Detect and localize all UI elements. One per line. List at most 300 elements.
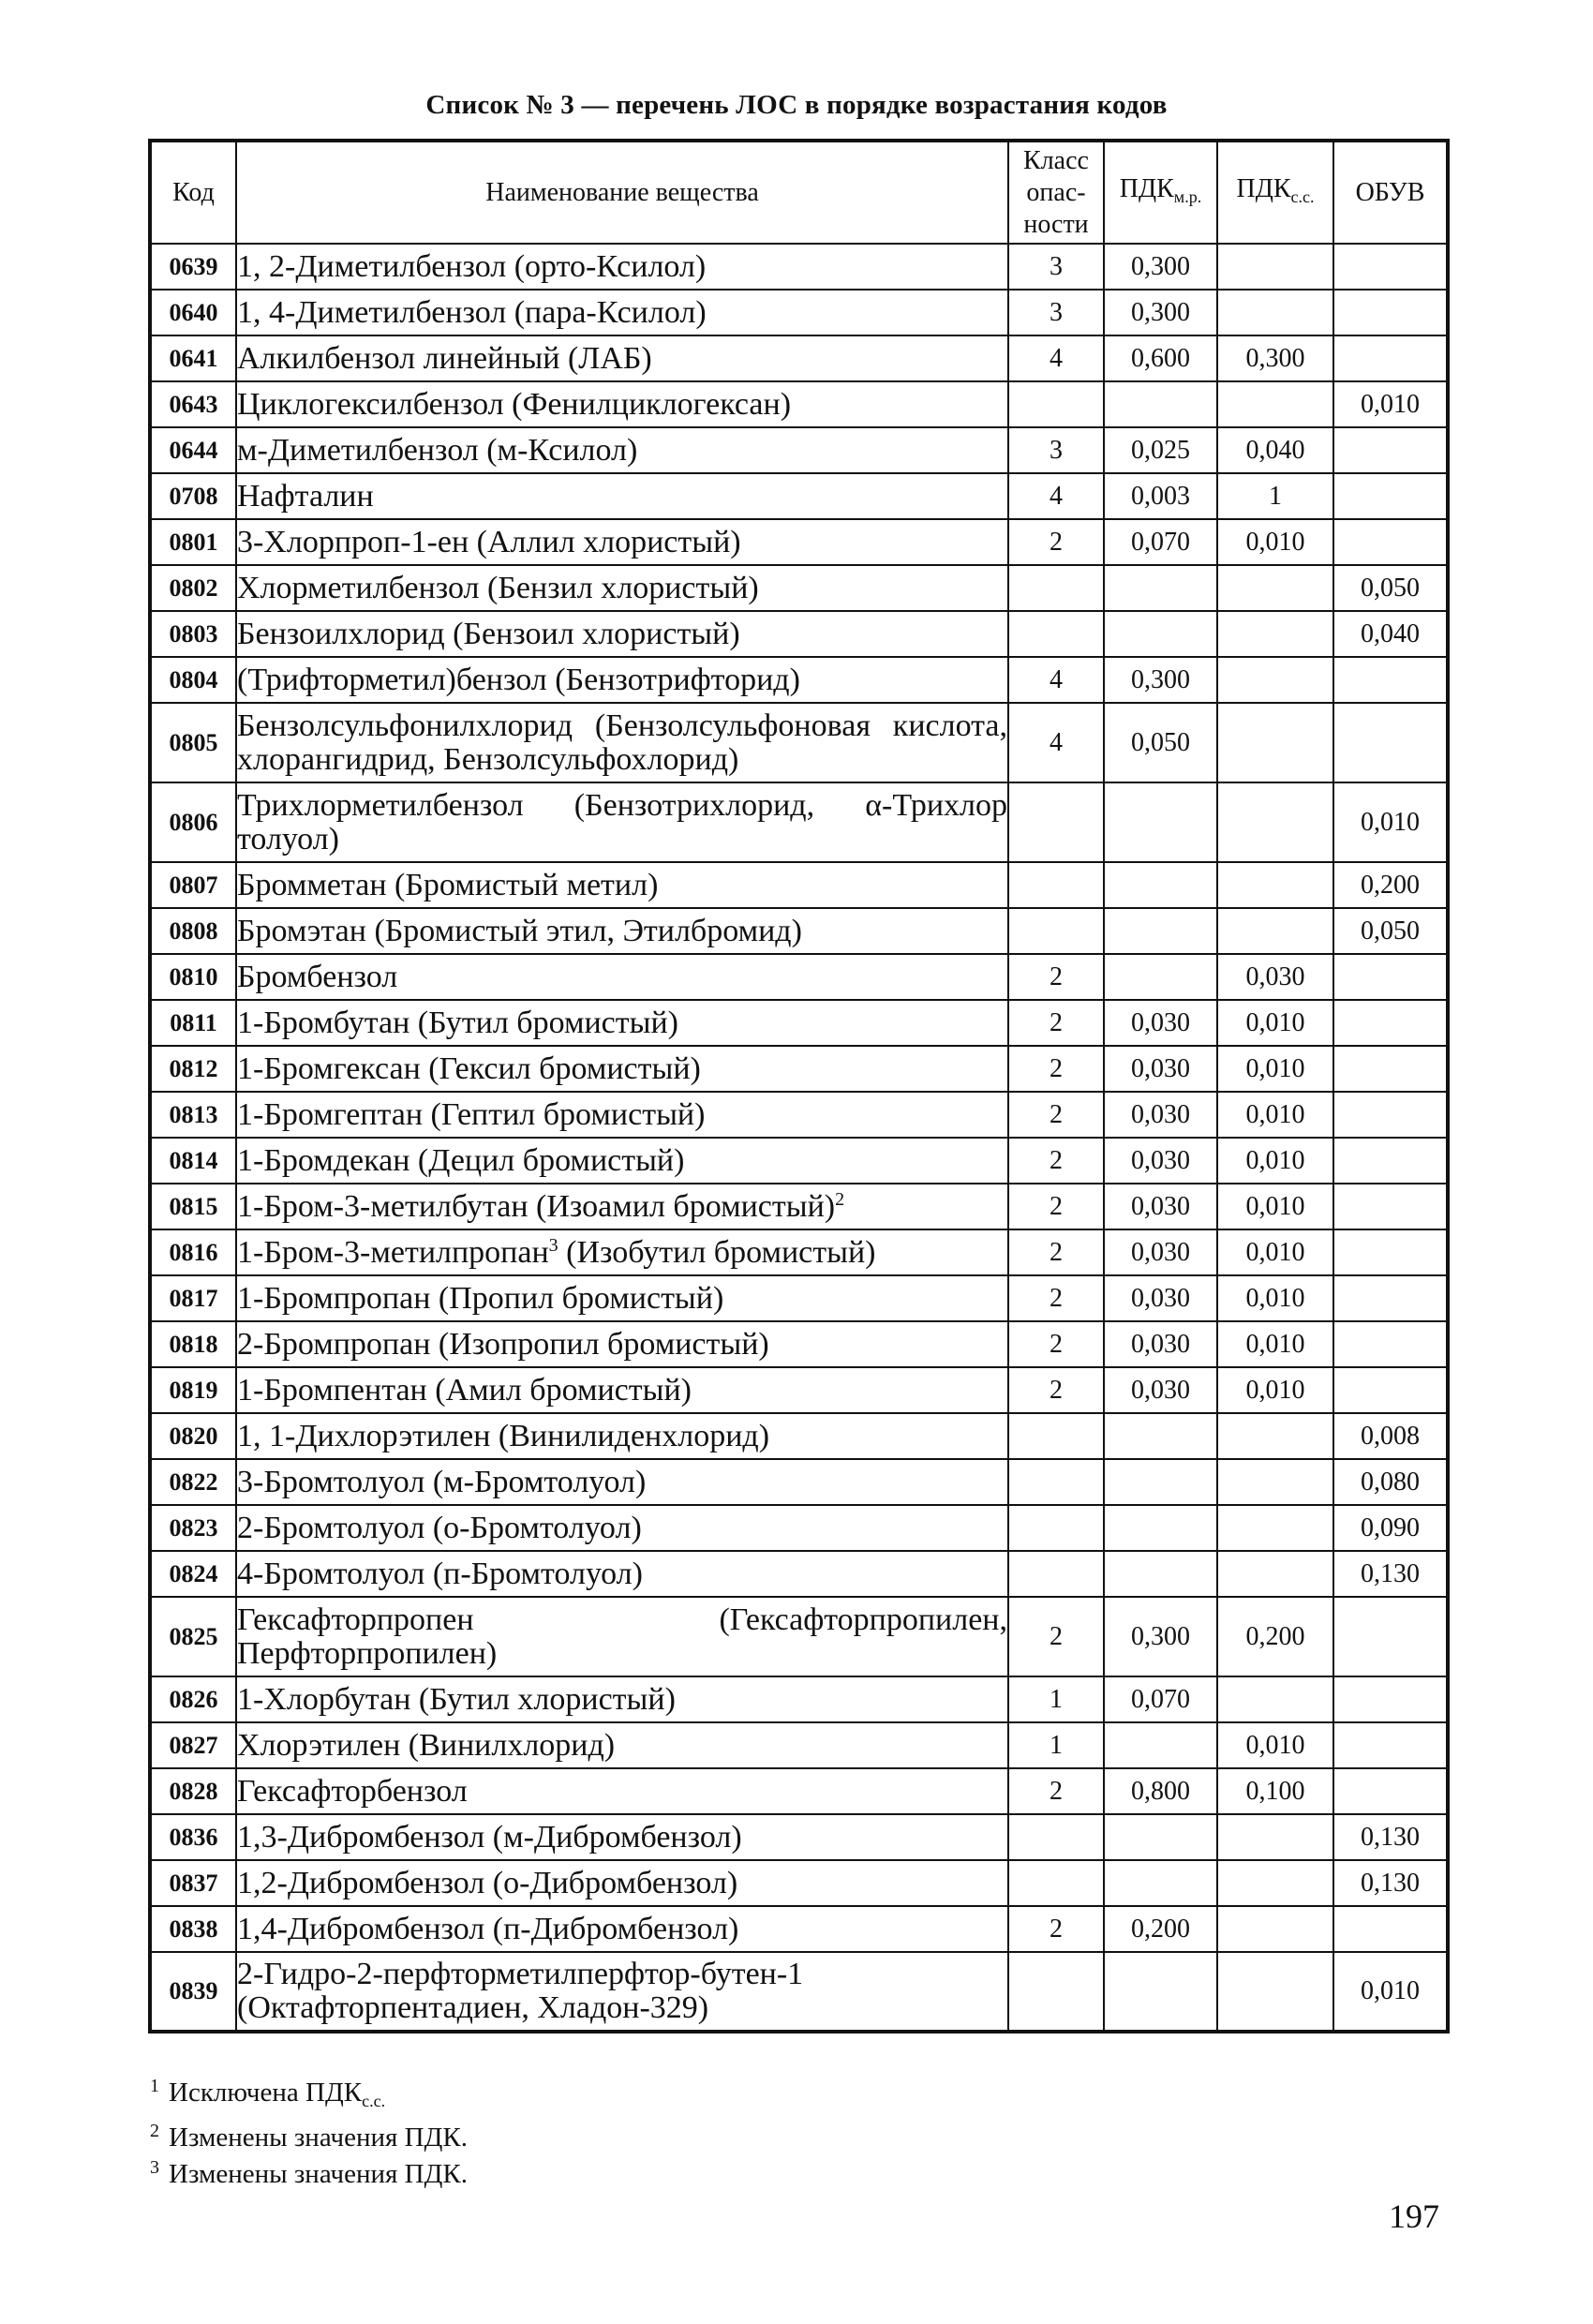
substance-code: 0817 bbox=[150, 1275, 236, 1321]
table-row bbox=[150, 1676, 1448, 1722]
pdk-mr-value bbox=[1104, 862, 1217, 908]
hazard-class: 2 bbox=[1008, 1229, 1104, 1275]
substance-name bbox=[236, 1722, 1008, 1768]
pdk-ss-value bbox=[1217, 381, 1333, 427]
pdk-mr-value bbox=[1104, 1814, 1217, 1860]
substance-name bbox=[236, 782, 1008, 862]
hazard-class: 4 bbox=[1008, 657, 1104, 703]
hazard-class: 2 bbox=[1008, 1367, 1104, 1413]
substance-name bbox=[236, 1676, 1008, 1722]
pdk-mr-value bbox=[1104, 565, 1217, 611]
table-row bbox=[150, 1321, 1448, 1367]
pdk-mr-value: 0,050 bbox=[1104, 703, 1217, 782]
pdk-ss-value: 0,010 bbox=[1217, 1229, 1333, 1275]
pdk-mr-value bbox=[1104, 381, 1217, 427]
footnote-number: 3 bbox=[150, 2157, 159, 2178]
substance-name-text: 1-Бромдекан (Децил бромистый) bbox=[237, 1142, 685, 1178]
hazard-class: 2 bbox=[1008, 1046, 1104, 1092]
obuv-value: 0,040 bbox=[1333, 611, 1448, 657]
substance-name bbox=[236, 611, 1008, 657]
table-row bbox=[150, 1505, 1448, 1551]
hazard-class: 2 bbox=[1008, 1768, 1104, 1814]
header-hazard-class bbox=[1008, 141, 1104, 244]
pdk-mr-value: 0,030 bbox=[1104, 1092, 1217, 1138]
pdk-ss-value bbox=[1217, 1459, 1333, 1505]
obuv-value bbox=[1333, 1676, 1448, 1722]
table-row bbox=[150, 908, 1448, 954]
pdk-mr-value bbox=[1104, 611, 1217, 657]
substance-name-text: Бромэтан (Бромистый этил, Этилбромид) bbox=[237, 913, 802, 948]
substance-code: 0812 bbox=[150, 1046, 236, 1092]
table-row bbox=[150, 1092, 1448, 1138]
table-row bbox=[150, 427, 1448, 473]
pdk-ss-value: 0,010 bbox=[1217, 1138, 1333, 1184]
table-row bbox=[150, 1860, 1448, 1906]
hazard-class: 3 bbox=[1008, 290, 1104, 335]
hazard-class bbox=[1008, 1551, 1104, 1597]
obuv-value: 0,008 bbox=[1333, 1413, 1448, 1459]
substance-code: 0814 bbox=[150, 1138, 236, 1184]
pdk-ss-value bbox=[1217, 1505, 1333, 1551]
pdk-ss-value: 0,010 bbox=[1217, 1046, 1333, 1092]
header-code: Код bbox=[150, 141, 236, 244]
hazard-class: 3 bbox=[1008, 427, 1104, 473]
substance-name bbox=[236, 473, 1008, 519]
substance-name-text: Циклогексилбензол (Фенилциклогексан) bbox=[237, 386, 792, 422]
pdk-ss-value bbox=[1217, 1952, 1333, 2032]
hazard-class bbox=[1008, 862, 1104, 908]
pdk-mr-value bbox=[1104, 1722, 1217, 1768]
footnote-ref: 2 bbox=[835, 1188, 845, 1210]
substance-code: 0837 bbox=[150, 1860, 236, 1906]
table-row bbox=[150, 862, 1448, 908]
pdk-mr-value bbox=[1104, 1505, 1217, 1551]
table-row bbox=[150, 473, 1448, 519]
obuv-value: 0,200 bbox=[1333, 862, 1448, 908]
substance-name bbox=[236, 1459, 1008, 1505]
substance-name bbox=[236, 703, 1008, 782]
pdk-mr-value: 0,025 bbox=[1104, 427, 1217, 473]
obuv-value bbox=[1333, 335, 1448, 381]
substance-name-text: Бромметан (Бромистый метил) bbox=[237, 867, 659, 902]
substance-name-text: 1-Бромгексан (Гексил бромистый) bbox=[237, 1050, 701, 1086]
pdk-mr-value: 0,003 bbox=[1104, 473, 1217, 519]
obuv-value bbox=[1333, 1000, 1448, 1046]
obuv-value bbox=[1333, 703, 1448, 782]
substance-name-text: 1, 4-Диметилбензол (пара-Ксилол) bbox=[237, 294, 707, 330]
hazard-class: 1 bbox=[1008, 1722, 1104, 1768]
obuv-value bbox=[1333, 244, 1448, 290]
obuv-value: 0,130 bbox=[1333, 1814, 1448, 1860]
table-body bbox=[150, 244, 1448, 2032]
substance-name-text: 1,4-Дибромбензол (п-Дибромбензол) bbox=[237, 1911, 739, 1946]
substance-name-text: 1-Хлорбутан (Бутил хлористый) bbox=[237, 1681, 676, 1717]
table-row bbox=[150, 335, 1448, 381]
table-row bbox=[150, 1138, 1448, 1184]
substance-name bbox=[236, 1768, 1008, 1814]
table-row bbox=[150, 782, 1448, 862]
page-number: 197 bbox=[1389, 2197, 1439, 2235]
obuv-value bbox=[1333, 1597, 1448, 1676]
substance-name-text: 3-Хлорпроп-1-ен (Аллил хлористый) bbox=[237, 524, 741, 559]
substance-name bbox=[236, 335, 1008, 381]
substance-code: 0828 bbox=[150, 1768, 236, 1814]
pdk-ss-value: 0,200 bbox=[1217, 1597, 1333, 1676]
hazard-class bbox=[1008, 1860, 1104, 1906]
obuv-value bbox=[1333, 1367, 1448, 1413]
substance-name bbox=[236, 1092, 1008, 1138]
obuv-value bbox=[1333, 1184, 1448, 1229]
substance-name bbox=[236, 1952, 1008, 2032]
footnote-text: Исключена ПДК bbox=[169, 2078, 363, 2108]
pdk-ss-value bbox=[1217, 908, 1333, 954]
substance-name-text: Гексафторбензол bbox=[237, 1773, 468, 1809]
obuv-value bbox=[1333, 473, 1448, 519]
pdk-ss-value: 0,010 bbox=[1217, 1367, 1333, 1413]
substance-code: 0801 bbox=[150, 519, 236, 565]
substance-code: 0639 bbox=[150, 244, 236, 290]
substance-name-text: 1-Бромгептан (Гептил бромистый) bbox=[237, 1096, 706, 1132]
table-row bbox=[150, 1722, 1448, 1768]
pdk-ss-value bbox=[1217, 1413, 1333, 1459]
substance-name-text: (Трифторметил)бензол (Бензотрифторид) bbox=[237, 662, 800, 697]
pdk-mr-value: 0,800 bbox=[1104, 1768, 1217, 1814]
pdk-ss-value: 0,010 bbox=[1217, 519, 1333, 565]
table-row bbox=[150, 1597, 1448, 1676]
header-obuv: ОБУВ bbox=[1333, 141, 1448, 244]
pdk-ss-value bbox=[1217, 1814, 1333, 1860]
substance-name bbox=[236, 1229, 1008, 1275]
obuv-value: 0,130 bbox=[1333, 1551, 1448, 1597]
pdk-mr-value bbox=[1104, 1952, 1217, 2032]
substance-name bbox=[236, 1275, 1008, 1321]
footnote-number: 2 bbox=[150, 2121, 159, 2141]
substance-name-text: Хлорэтилен (Винилхлорид) bbox=[237, 1727, 616, 1763]
substance-name-text: Хлорметилбензол (Бензил хлористый) bbox=[237, 570, 759, 605]
substance-name-tail: (Изобутил бромистый) bbox=[558, 1234, 876, 1270]
pdk-mr-value: 0,200 bbox=[1104, 1906, 1217, 1952]
obuv-value: 0,080 bbox=[1333, 1459, 1448, 1505]
substance-name bbox=[236, 1505, 1008, 1551]
header-hazard-line2: опас- bbox=[1026, 177, 1086, 207]
substance-name-text: 1,2-Дибромбензол (о-Дибромбензол) bbox=[237, 1865, 738, 1900]
pdk-ss-value: 0,010 bbox=[1217, 1722, 1333, 1768]
pdk-ss-value bbox=[1217, 611, 1333, 657]
substance-name-text: Трихлорметилбензол (Бензотрихлорид, α-Трихлор толуол) bbox=[237, 787, 1007, 857]
obuv-value bbox=[1333, 1092, 1448, 1138]
pdk-mr-value: 0,030 bbox=[1104, 1000, 1217, 1046]
pdk-ss-value bbox=[1217, 244, 1333, 290]
table-row bbox=[150, 1814, 1448, 1860]
pdk-ss-value: 0,010 bbox=[1217, 1000, 1333, 1046]
footnote-2 bbox=[150, 2116, 468, 2153]
pdk-ss-value bbox=[1217, 862, 1333, 908]
substance-name bbox=[236, 1906, 1008, 1952]
substance-code: 0811 bbox=[150, 1000, 236, 1046]
table-row bbox=[150, 1952, 1448, 2032]
pdk-ss-value: 0,030 bbox=[1217, 954, 1333, 1000]
substance-code: 0804 bbox=[150, 657, 236, 703]
substance-name bbox=[236, 1046, 1008, 1092]
footnote-3 bbox=[150, 2153, 468, 2189]
substance-code: 0640 bbox=[150, 290, 236, 335]
table-row bbox=[150, 1413, 1448, 1459]
substance-name-text: м-Диметилбензол (м-Ксилол) bbox=[237, 432, 638, 468]
pdk-ss-value: 0,010 bbox=[1217, 1275, 1333, 1321]
substance-code: 0822 bbox=[150, 1459, 236, 1505]
substance-name bbox=[236, 1597, 1008, 1676]
substance-code: 0807 bbox=[150, 862, 236, 908]
substance-name bbox=[236, 381, 1008, 427]
table-row bbox=[150, 1768, 1448, 1814]
obuv-value: 0,010 bbox=[1333, 381, 1448, 427]
footnote-number: 1 bbox=[150, 2076, 159, 2096]
substance-code: 0824 bbox=[150, 1551, 236, 1597]
obuv-value bbox=[1333, 1906, 1448, 1952]
substance-code: 0802 bbox=[150, 565, 236, 611]
pdk-ss-value bbox=[1217, 1906, 1333, 1952]
substance-code: 0827 bbox=[150, 1722, 236, 1768]
substance-name-text: 2-Бромпропан (Изопропил бромистый) bbox=[237, 1326, 769, 1362]
hazard-class: 2 bbox=[1008, 954, 1104, 1000]
substance-code: 0813 bbox=[150, 1092, 236, 1138]
hazard-class bbox=[1008, 1952, 1104, 2032]
hazard-class: 2 bbox=[1008, 1275, 1104, 1321]
table-header-row bbox=[150, 141, 1448, 244]
substance-name-text: 2-Бромтолуол (о-Бромтолуол) bbox=[237, 1510, 642, 1545]
hazard-class bbox=[1008, 1413, 1104, 1459]
substance-name-text: Гексафторпропен (Гексафторпропилен, Перфторпропилен) bbox=[237, 1601, 1007, 1671]
hazard-class bbox=[1008, 782, 1104, 862]
substance-code: 0644 bbox=[150, 427, 236, 473]
obuv-value bbox=[1333, 427, 1448, 473]
hazard-class bbox=[1008, 565, 1104, 611]
substance-name-text: 1, 2-Диметилбензол (орто-Ксилол) bbox=[237, 248, 707, 284]
hazard-class: 4 bbox=[1008, 335, 1104, 381]
obuv-value bbox=[1333, 290, 1448, 335]
table-row bbox=[150, 703, 1448, 782]
hazard-class bbox=[1008, 381, 1104, 427]
substance-name bbox=[236, 1321, 1008, 1367]
page-title: Список № 3 — перечень ЛОС в порядке возрастания кодов bbox=[425, 90, 1168, 120]
hazard-class: 2 bbox=[1008, 1000, 1104, 1046]
table-row bbox=[150, 519, 1448, 565]
pdk-ss-value: 0,010 bbox=[1217, 1321, 1333, 1367]
footnote-text: Изменены значения ПДК. bbox=[169, 2159, 468, 2189]
substance-name-text: 1, 1-Дихлорэтилен (Винилиденхлорид) bbox=[237, 1418, 770, 1453]
header-pdk-mr bbox=[1104, 141, 1217, 244]
pdk-ss-value bbox=[1217, 782, 1333, 862]
substance-name bbox=[236, 244, 1008, 290]
obuv-value bbox=[1333, 657, 1448, 703]
hazard-class: 1 bbox=[1008, 1676, 1104, 1722]
obuv-value bbox=[1333, 1768, 1448, 1814]
hazard-class bbox=[1008, 1459, 1104, 1505]
pdk-mr-value bbox=[1104, 954, 1217, 1000]
substance-name bbox=[236, 1138, 1008, 1184]
pdk-ss-value bbox=[1217, 657, 1333, 703]
substance-code: 0808 bbox=[150, 908, 236, 954]
substance-name bbox=[236, 954, 1008, 1000]
obuv-value bbox=[1333, 1321, 1448, 1367]
pdk-mr-value bbox=[1104, 908, 1217, 954]
substance-code: 0803 bbox=[150, 611, 236, 657]
footnote-ref: 3 bbox=[548, 1234, 558, 1256]
substance-name-text: 1-Бромбутан (Бутил бромистый) bbox=[237, 1005, 678, 1040]
pdk-mr-value: 0,030 bbox=[1104, 1275, 1217, 1321]
pdk-mr-value: 0,030 bbox=[1104, 1367, 1217, 1413]
substance-name bbox=[236, 519, 1008, 565]
substance-code: 0816 bbox=[150, 1229, 236, 1275]
substance-name bbox=[236, 1860, 1008, 1906]
hazard-class: 2 bbox=[1008, 1092, 1104, 1138]
substance-name-text: Бензоилхлорид (Бензоил хлористый) bbox=[237, 616, 740, 651]
pdk-mr-value: 0,030 bbox=[1104, 1321, 1217, 1367]
obuv-value bbox=[1333, 1275, 1448, 1321]
header-pdk-ss bbox=[1217, 141, 1333, 244]
table-row bbox=[150, 1551, 1448, 1597]
substance-code: 0820 bbox=[150, 1413, 236, 1459]
substance-name bbox=[236, 862, 1008, 908]
table-row bbox=[150, 611, 1448, 657]
hazard-class: 2 bbox=[1008, 1138, 1104, 1184]
obuv-value: 0,050 bbox=[1333, 908, 1448, 954]
obuv-value bbox=[1333, 1229, 1448, 1275]
table-row bbox=[150, 1229, 1448, 1275]
pdk-mr-value bbox=[1104, 1459, 1217, 1505]
substance-code: 0826 bbox=[150, 1676, 236, 1722]
substance-name bbox=[236, 908, 1008, 954]
header-pdk-mr-label: ПДК bbox=[1119, 173, 1174, 203]
header-name: Наименование вещества bbox=[236, 141, 1008, 244]
substance-code: 0823 bbox=[150, 1505, 236, 1551]
pdk-mr-value: 0,030 bbox=[1104, 1046, 1217, 1092]
header-hazard-line1: Класс bbox=[1023, 145, 1089, 175]
substance-code: 0805 bbox=[150, 703, 236, 782]
hazard-class bbox=[1008, 611, 1104, 657]
hazard-class: 2 bbox=[1008, 1906, 1104, 1952]
substance-code: 0810 bbox=[150, 954, 236, 1000]
substance-code: 0825 bbox=[150, 1597, 236, 1676]
table-row bbox=[150, 1000, 1448, 1046]
hazard-class: 2 bbox=[1008, 519, 1104, 565]
header-pdk-ss-sub: с.с. bbox=[1290, 186, 1315, 206]
substance-code: 0643 bbox=[150, 381, 236, 427]
hazard-class: 2 bbox=[1008, 1321, 1104, 1367]
header-hazard-line3: ности bbox=[1023, 209, 1089, 239]
table-row bbox=[150, 1275, 1448, 1321]
obuv-value bbox=[1333, 954, 1448, 1000]
substance-name bbox=[236, 1814, 1008, 1860]
pdk-mr-value: 0,300 bbox=[1104, 244, 1217, 290]
hazard-class: 4 bbox=[1008, 473, 1104, 519]
table-row bbox=[150, 290, 1448, 335]
pdk-mr-value bbox=[1104, 1413, 1217, 1459]
obuv-value bbox=[1333, 519, 1448, 565]
substance-name bbox=[236, 290, 1008, 335]
footnote-sub: с.с. bbox=[362, 2092, 386, 2110]
footnote-1 bbox=[150, 2071, 468, 2116]
obuv-value: 0,010 bbox=[1333, 782, 1448, 862]
hazard-class: 3 bbox=[1008, 244, 1104, 290]
substance-name bbox=[236, 1551, 1008, 1597]
header-pdk-ss-label: ПДК bbox=[1236, 173, 1291, 203]
obuv-value bbox=[1333, 1046, 1448, 1092]
substance-name-text: Бромбензол bbox=[237, 959, 398, 994]
pdk-ss-value: 1 bbox=[1217, 473, 1333, 519]
footnote-text: Изменены значения ПДК. bbox=[169, 2123, 468, 2153]
pdk-ss-value bbox=[1217, 565, 1333, 611]
pdk-mr-value: 0,600 bbox=[1104, 335, 1217, 381]
table-row bbox=[150, 1046, 1448, 1092]
substance-name-text: Алкилбензол линейный (ЛАБ) bbox=[237, 340, 652, 376]
substance-name bbox=[236, 1000, 1008, 1046]
obuv-value bbox=[1333, 1722, 1448, 1768]
table-row bbox=[150, 954, 1448, 1000]
pdk-mr-value bbox=[1104, 1551, 1217, 1597]
obuv-value: 0,130 bbox=[1333, 1860, 1448, 1906]
substance-code: 0819 bbox=[150, 1367, 236, 1413]
hazard-class: 4 bbox=[1008, 703, 1104, 782]
table-row bbox=[150, 244, 1448, 290]
table-row bbox=[150, 1184, 1448, 1229]
pdk-mr-value: 0,070 bbox=[1104, 1676, 1217, 1722]
substance-name bbox=[236, 1184, 1008, 1229]
substance-name-text: 1-Бромпропан (Пропил бромистый) bbox=[237, 1280, 724, 1316]
hazard-class: 2 bbox=[1008, 1184, 1104, 1229]
pdk-mr-value: 0,300 bbox=[1104, 657, 1217, 703]
table-row bbox=[150, 657, 1448, 703]
table-row bbox=[150, 1906, 1448, 1952]
pdk-mr-value bbox=[1104, 1860, 1217, 1906]
table-row bbox=[150, 1459, 1448, 1505]
substance-code: 0839 bbox=[150, 1952, 236, 2032]
table-row bbox=[150, 381, 1448, 427]
substance-name-text: 3-Бромтолуол (м-Бромтолуол) bbox=[237, 1464, 647, 1499]
pdk-ss-value bbox=[1217, 703, 1333, 782]
pdk-mr-value: 0,300 bbox=[1104, 290, 1217, 335]
pdk-mr-value bbox=[1104, 782, 1217, 862]
substance-code: 0708 bbox=[150, 473, 236, 519]
header-pdk-mr-sub: м.р. bbox=[1173, 186, 1202, 206]
substance-name bbox=[236, 1367, 1008, 1413]
hazard-class bbox=[1008, 1814, 1104, 1860]
substance-name bbox=[236, 657, 1008, 703]
pdk-ss-value: 0,010 bbox=[1217, 1092, 1333, 1138]
pdk-ss-value bbox=[1217, 290, 1333, 335]
footnotes bbox=[150, 2071, 468, 2189]
pdk-mr-value: 0,030 bbox=[1104, 1229, 1217, 1275]
substance-name-text: 1-Бром-3-метилпропан bbox=[237, 1234, 549, 1270]
obuv-value: 0,050 bbox=[1333, 565, 1448, 611]
table-row bbox=[150, 1367, 1448, 1413]
substance-code: 0818 bbox=[150, 1321, 236, 1367]
substance-name-text: 1-Бром-3-метилбутан (Изоамил бромистый) bbox=[237, 1188, 836, 1224]
pdk-ss-value bbox=[1217, 1676, 1333, 1722]
table-row bbox=[150, 565, 1448, 611]
pdk-mr-value: 0,070 bbox=[1104, 519, 1217, 565]
obuv-value: 0,010 bbox=[1333, 1952, 1448, 2032]
obuv-value bbox=[1333, 1138, 1448, 1184]
pdk-ss-value bbox=[1217, 1860, 1333, 1906]
substances-table bbox=[148, 139, 1450, 2034]
obuv-value: 0,090 bbox=[1333, 1505, 1448, 1551]
substance-code: 0836 bbox=[150, 1814, 236, 1860]
pdk-ss-value bbox=[1217, 1551, 1333, 1597]
pdk-mr-value: 0,030 bbox=[1104, 1138, 1217, 1184]
pdk-mr-value: 0,300 bbox=[1104, 1597, 1217, 1676]
substance-name-text: 2-Гидро-2-перфторметилперфтор-бутен-1 (Октафторпентадиен, Хладон-329) bbox=[237, 1957, 804, 2025]
